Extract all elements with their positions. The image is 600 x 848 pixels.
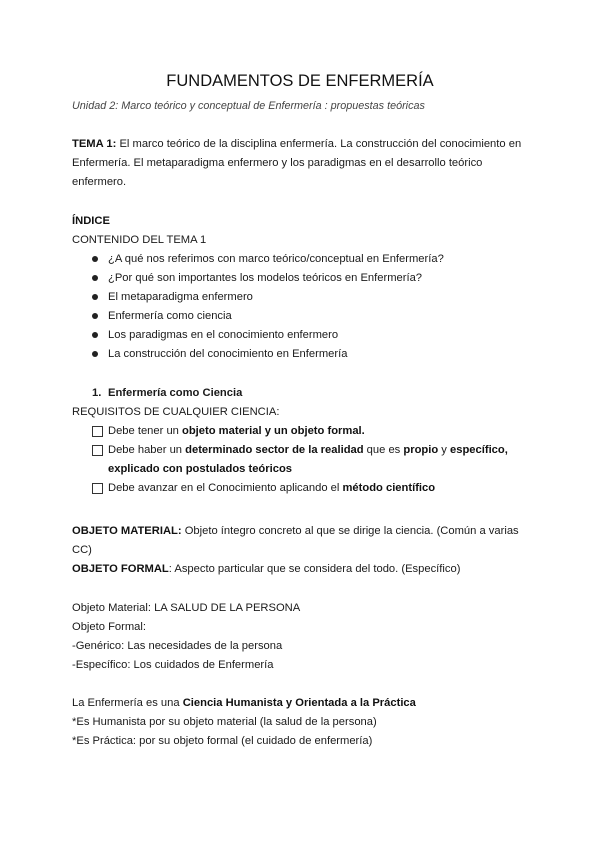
checkbox-icon <box>92 445 103 456</box>
list-item-text: La construcción del conocimiento en Enfermería <box>108 348 348 360</box>
bullet-icon <box>92 275 98 281</box>
ejemplo-section <box>72 599 528 675</box>
list-item-text: ¿Por qué son importantes los modelos teóricos en Enfermería? <box>108 272 423 284</box>
check-text: que es <box>363 444 404 456</box>
bullet-icon <box>92 294 98 300</box>
tema-label: TEMA 1: <box>72 138 117 150</box>
checklist-item <box>72 479 528 498</box>
ejemplo-line-4: -Específico: Los cuidados de Enfermería <box>72 659 274 671</box>
objeto-material-label: OBJETO MATERIAL: <box>72 525 182 537</box>
checkbox-icon <box>92 426 103 437</box>
check-bold: específico, <box>450 444 508 456</box>
ejemplo-line-2: Objeto Formal: <box>72 621 146 633</box>
objeto-formal-text: : Aspecto particular que se considera del todo. (Específico) <box>168 563 461 575</box>
check-bold: objeto material y un objeto formal. <box>182 425 365 437</box>
objeto-formal-label: OBJETO FORMAL <box>72 563 169 575</box>
objeto-material-text-2: CC) <box>72 544 92 556</box>
objetos-section <box>72 522 528 579</box>
checklist-item <box>72 422 528 441</box>
check-bold: método científico <box>342 482 436 494</box>
index-heading: ÍNDICE <box>72 215 110 227</box>
section-1-number: 1. <box>92 387 102 399</box>
bullet-icon <box>92 351 98 357</box>
index-list <box>72 250 528 364</box>
list-item <box>72 345 528 364</box>
tema-line-2: Enfermería. El metaparadigma enfermero y los paradigmas en el desarrollo teórico <box>72 157 483 169</box>
conclusion-bold: Ciencia Humanista y Orientada a la Práctica <box>182 697 416 709</box>
ejemplo-line-3: -Genérico: Las necesidades de la persona <box>72 640 283 652</box>
bullet-icon <box>92 256 98 262</box>
check-bold: explicado con postulados teóricos <box>108 463 293 475</box>
conclusion-line-3: *Es Práctica: por su objeto formal (el cuidado de enfermería) <box>72 735 373 747</box>
bullet-icon <box>92 313 98 319</box>
check-bold: propio <box>403 444 439 456</box>
list-item-text: Los paradigmas en el conocimiento enfermero <box>108 329 339 341</box>
checklist-item <box>72 441 528 479</box>
list-item <box>72 307 528 326</box>
check-text: Debe haber un <box>108 444 186 456</box>
list-item <box>72 326 528 345</box>
document-subtitle: Unidad 2: Marco teórico y conceptual de Enfermería : propuestas teóricas <box>72 100 425 112</box>
tema-line-3: enfermero. <box>72 176 127 188</box>
conclusion-line-2: *Es Humanista por su objeto material (la salud de la persona) <box>72 716 377 728</box>
conclusion-section <box>72 694 528 751</box>
conclusion-pre: La Enfermería es una <box>72 697 183 709</box>
check-bold: determinado sector de la realidad <box>185 444 364 456</box>
section-1-heading <box>92 384 242 403</box>
index-contenido: CONTENIDO DEL TEMA 1 <box>72 234 207 246</box>
objeto-material-text: Objeto íntegro concreto al que se dirige la ciencia. (Común a varias <box>181 525 519 537</box>
check-text: Debe tener un <box>108 425 183 437</box>
document-title: FUNDAMENTOS DE ENFERMERÍA <box>166 72 434 90</box>
list-item-text: El metaparadigma enfermero <box>108 291 253 303</box>
tema-line-1: El marco teórico de la disciplina enfermería. La construcción del conocimiento en <box>116 138 522 150</box>
check-text: Debe avanzar en el Conocimiento aplicando el <box>108 482 343 494</box>
bullet-icon <box>92 332 98 338</box>
ejemplo-line-1: Objeto Material: LA SALUD DE LA PERSONA <box>72 602 301 614</box>
requisitos-section <box>72 403 528 498</box>
section-1-title: Enfermería como Ciencia <box>108 387 243 399</box>
checkbox-icon <box>92 483 103 494</box>
check-text: y <box>438 444 451 456</box>
list-item-text: Enfermería como ciencia <box>108 310 232 322</box>
tema-paragraph <box>72 135 528 192</box>
list-item <box>72 288 528 307</box>
requisitos-heading: REQUISITOS DE CUALQUIER CIENCIA: <box>72 406 280 418</box>
list-item <box>72 269 528 288</box>
list-item <box>72 250 528 269</box>
list-item-text: ¿A qué nos referimos con marco teórico/conceptual en Enfermería? <box>108 253 444 265</box>
index-section <box>72 212 528 364</box>
